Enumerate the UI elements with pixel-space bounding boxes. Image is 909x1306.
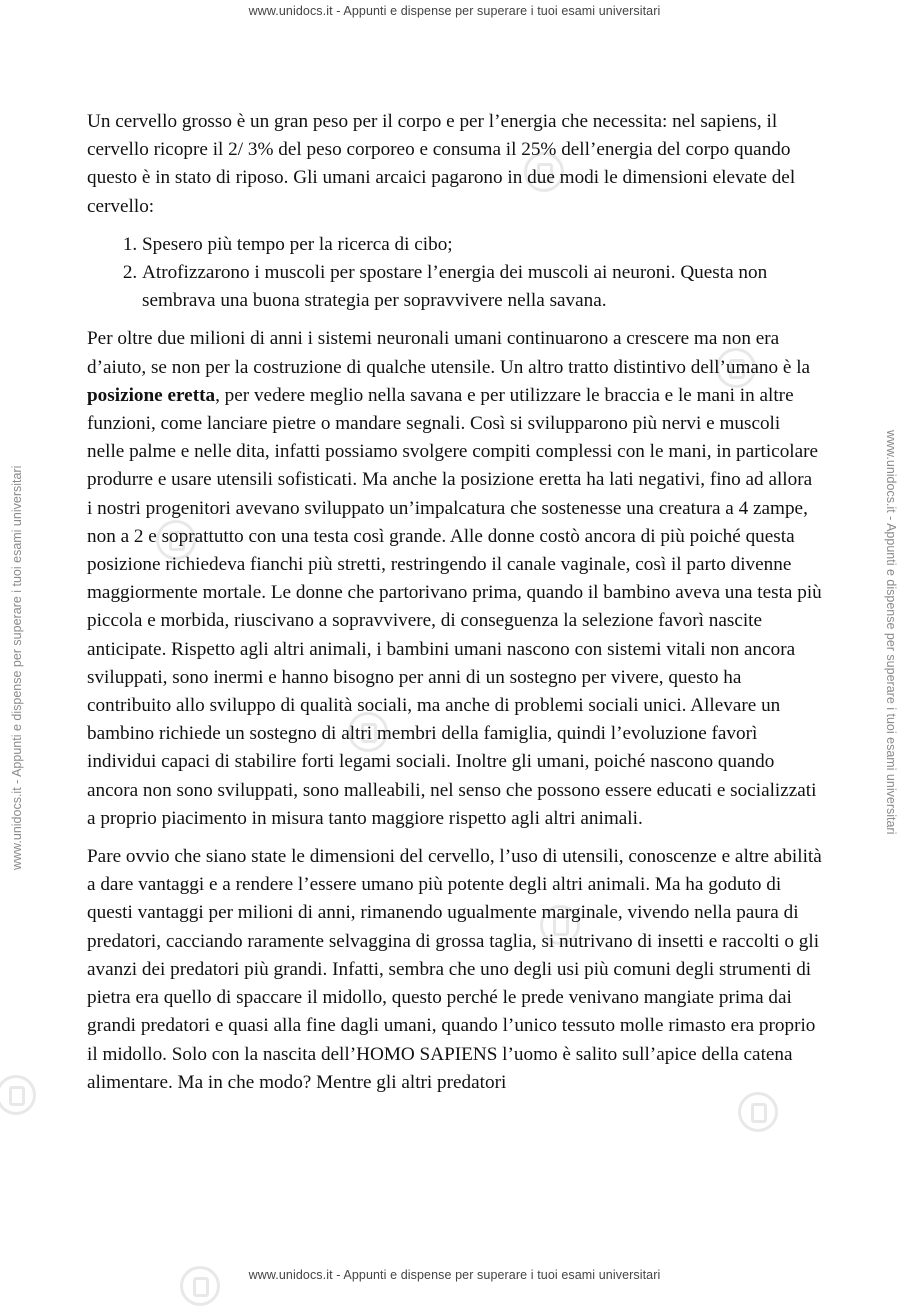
watermark-header: www.unidocs.it - Appunti e dispense per superare i tuoi esami universitari (248, 4, 661, 18)
paragraph-2 (87, 325, 822, 833)
paragraph-2-text-end: , per vedere meglio nella savana e per utilizzare le braccia e le mani in altre funzioni, come lanciare pietre o mandare segnali. Così si svilupparono più nervi e muscoli nelle palme e nelle dita, infatti possiamo svolgere compiti complessi con le mani, in particolare produrre e usare utensili sofisticati. Ma anche la posizione eretta ha lati negativi, fino ad allora i nostri progenitori avevano sviluppato un’impalcatura che sostenesse una creatura a 4 zampe, non a 2 e soprattutto con una testa così grande. Alle donne costò ancora di più poiché questa posizione richiedeva fianchi più stretti, restringendo il canale vaginale, così il parto divenne maggiormente mortale. Le donne che partorivano prima, quando il bambino aveva una testa più piccola e morbida, riuscivano a sopravvivere, di conseguenza la selezione favorì nascite anticipate. Rispetto agli altri animali, i bambini umani nascono con sistemi vitali non ancora sviluppati, sono inermi e hanno bisogno per anni di un sostegno per vivere, questo ha contribuito allo sviluppo di qualità sociali, ma anche di problemi sociali unici. Allevare un bambino richiede un sostegno di altri membri della famiglia, quindi l’evoluzione favorì individui capaci di stabilire forti legami sociali. Inoltre gli umani, poiché nascono quando ancora non sono sviluppati, sono malleabili, nel senso che possono essere educati e socializzati a proprio piacimento in misura tanto maggiore rispetto agli altri animali. (87, 384, 822, 829)
bold-term-posizione-eretta: posizione eretta (87, 384, 216, 406)
watermark-logo-icon (0, 1075, 36, 1115)
watermark-right-side: www.unidocs.it - Appunti e dispense per superare i tuoi esami universitari (884, 430, 898, 835)
paragraph-3: Pare ovvio che siano state le dimensioni del cervello, l’uso di utensili, conoscenze e altre abilità a dare vantaggi e a rendere l’essere umano più potente degli altri animali. Ma ha goduto di questi vantaggi per milioni di anni, rimanendo ugualmente marginale, vivendo nella paura di predatori, cacciando raramente selvaggina di grossa taglia, si nutrivano di insetti e raccolti o gli avanzi dei predatori più grandi. Infatti, sembra che uno degli usi più comuni degli strumenti di pietra era quello di spaccare il midollo, questo perché le prede venivano mangiate prima dai grandi predatori e quasi alla fine dagli umani, quando l’unico tessuto molle rimasto era proprio il midollo. Solo con la nascita dell’HOMO SAPIENS l’uomo è salito sull’apice della catena alimentare. Ma in che modo? Mentre gli altri predatori (87, 846, 822, 1093)
list-item: 2. Atrofizzarono i muscoli per spostare l’energia dei muscoli ai neuroni. Questa non sembrava una buona strategia per sopravvivere nella savana. (142, 259, 822, 315)
paragraph-1: Un cervello grosso è un gran peso per il corpo e per l’energia che necessita: nel sapiens, il cervello ricopre il 2/ 3% del peso corporeo e consuma il 25% dell’energia del corpo quando questo è in stato di riposo. Gli umani arcaici pagarono in due modi le dimensioni elevate del cervello: (87, 111, 796, 217)
watermark-footer: www.unidocs.it - Appunti e dispense per superare i tuoi esami universitari (248, 1268, 661, 1282)
list-item: 1. Spesero più tempo per la ricerca di cibo; (142, 231, 822, 259)
watermark-left-side: www.unidocs.it - Appunti e dispense per superare i tuoi esami universitari (10, 465, 24, 870)
numbered-list (87, 231, 822, 316)
document-body (87, 108, 822, 1107)
paragraph-2-text-start: Per oltre due milioni di anni i sistemi neuronali umani continuarono a crescere ma non era d’aiuto, se non per la costruzione di qualche utensile. Un altro tratto distintivo dell’umano è la (87, 328, 811, 378)
watermark-logo-icon (180, 1266, 220, 1306)
